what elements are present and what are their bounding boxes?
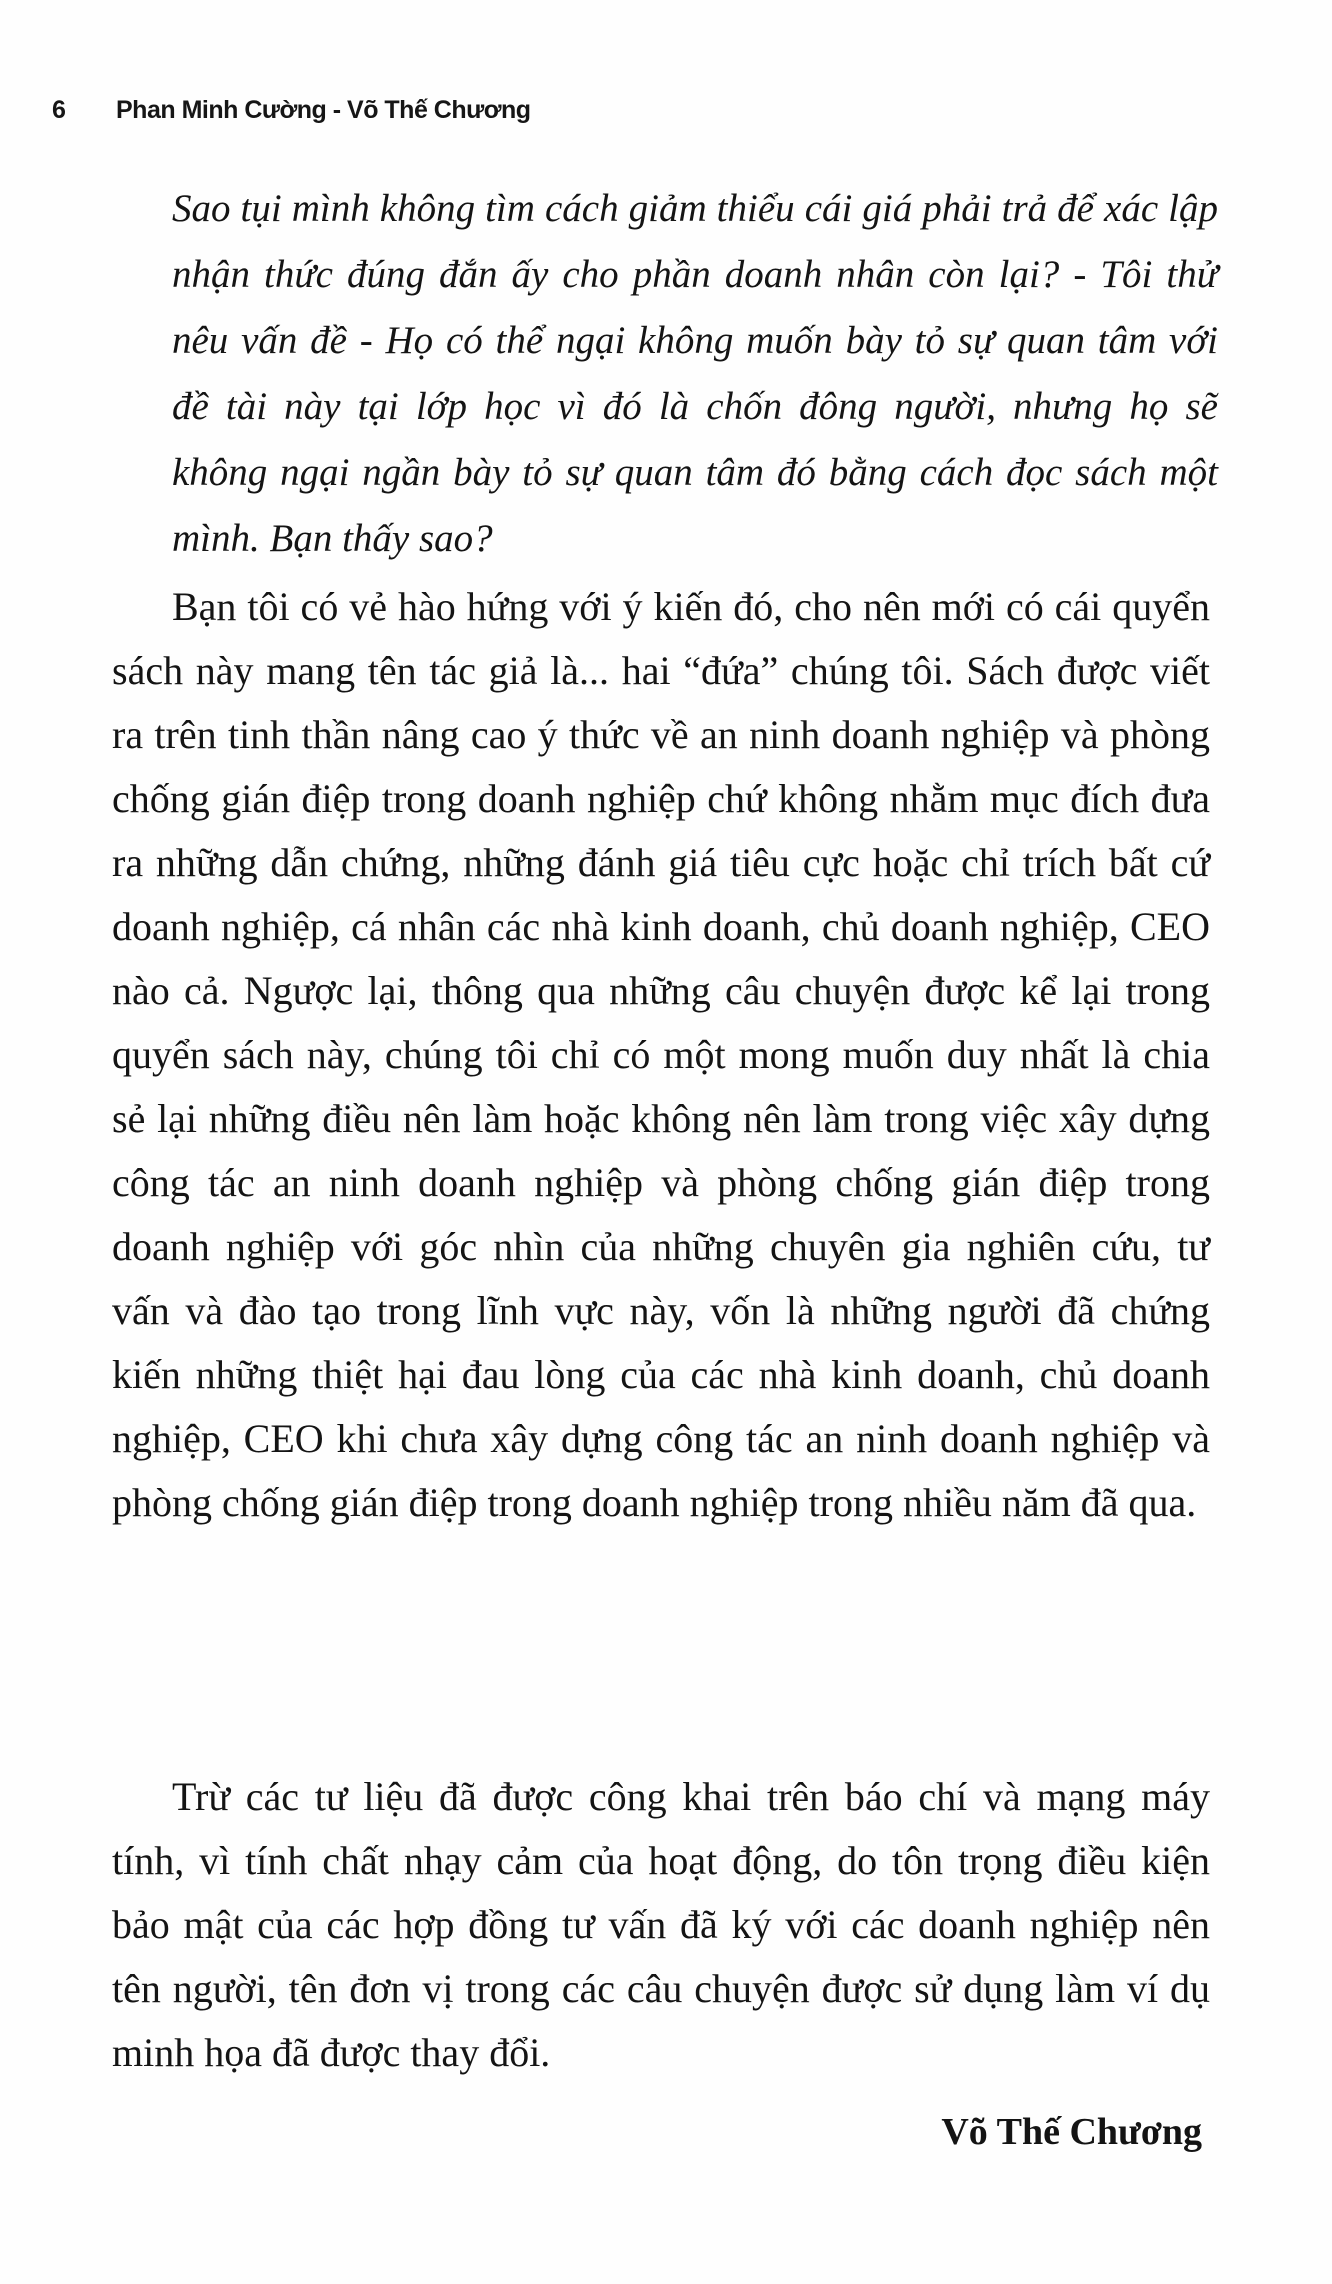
running-header [52, 96, 531, 136]
header-authors: Phan Minh Cường - Võ Thế Chương [116, 96, 531, 124]
page-number: 6 [52, 96, 66, 124]
intro-italic-paragraph: Sao tụi mình không tìm cách giảm thiểu cái giá phải trả để xác lập nhận thức đúng đắn ấy cho phần doanh nhân còn lại? - Tôi thử nêu vấn đề - Họ có thể ngại không muốn bày tỏ sự quan tâm với đề tài này tại lớp học vì đó là chốn đông người, nhưng họ sẽ không ngại ngần bày tỏ sự quan tâm đó bằng cách đọc sách một mình. Bạn thấy sao? [172, 187, 1218, 560]
signature: Võ Thế Chương [941, 2111, 1202, 2153]
body-paragraph-2: Trừ các tư liệu đã được công khai trên báo chí và mạng máy tính, vì tính chất nhạy cảm của hoạt động, do tôn trọng điều kiện bảo mật của các hợp đồng tư vấn đã ký với các doanh nghiệp nên tên người, tên đơn vị trong các câu chuyện được sử dụng làm ví dụ minh họa đã được thay đổi. [112, 1774, 1210, 2075]
body-paragraph-1: Bạn tôi có vẻ hào hứng với ý kiến đó, cho nên mới có cái quyển sách này mang tên tác giả là... hai “đứa” chúng tôi. Sách được viết ra trên tinh thần nâng cao ý thức về an ninh doanh nghiệp và phòng chống gián điệp trong doanh nghiệp chứ không nhằm mục đích đưa ra những dẫn chứng, những đánh giá tiêu cực hoặc chỉ trích bất cứ doanh nghiệp, cá nhân các nhà kinh doanh, chủ doanh nghiệp, CEO nào cả. Ngược lại, thông qua những câu chuyện được kể lại trong quyển sách này, chúng tôi chỉ có một mong muốn duy nhất là chia sẻ lại những điều nên làm hoặc không nên làm trong việc xây dựng công tác an ninh doanh nghiệp và phòng chống gián điệp trong doanh nghiệp với góc nhìn của những chuyên gia nghiên cứu, tư vấn và đào tạo trong lĩnh vực này, vốn là những người đã chứng kiến những thiệt hại đau lòng của các nhà kinh doanh, chủ doanh nghiệp, CEO khi chưa xây dựng công tác an ninh doanh nghiệp và phòng chống gián điệp trong doanh nghiệp trong nhiều năm đã qua. [112, 584, 1210, 1525]
